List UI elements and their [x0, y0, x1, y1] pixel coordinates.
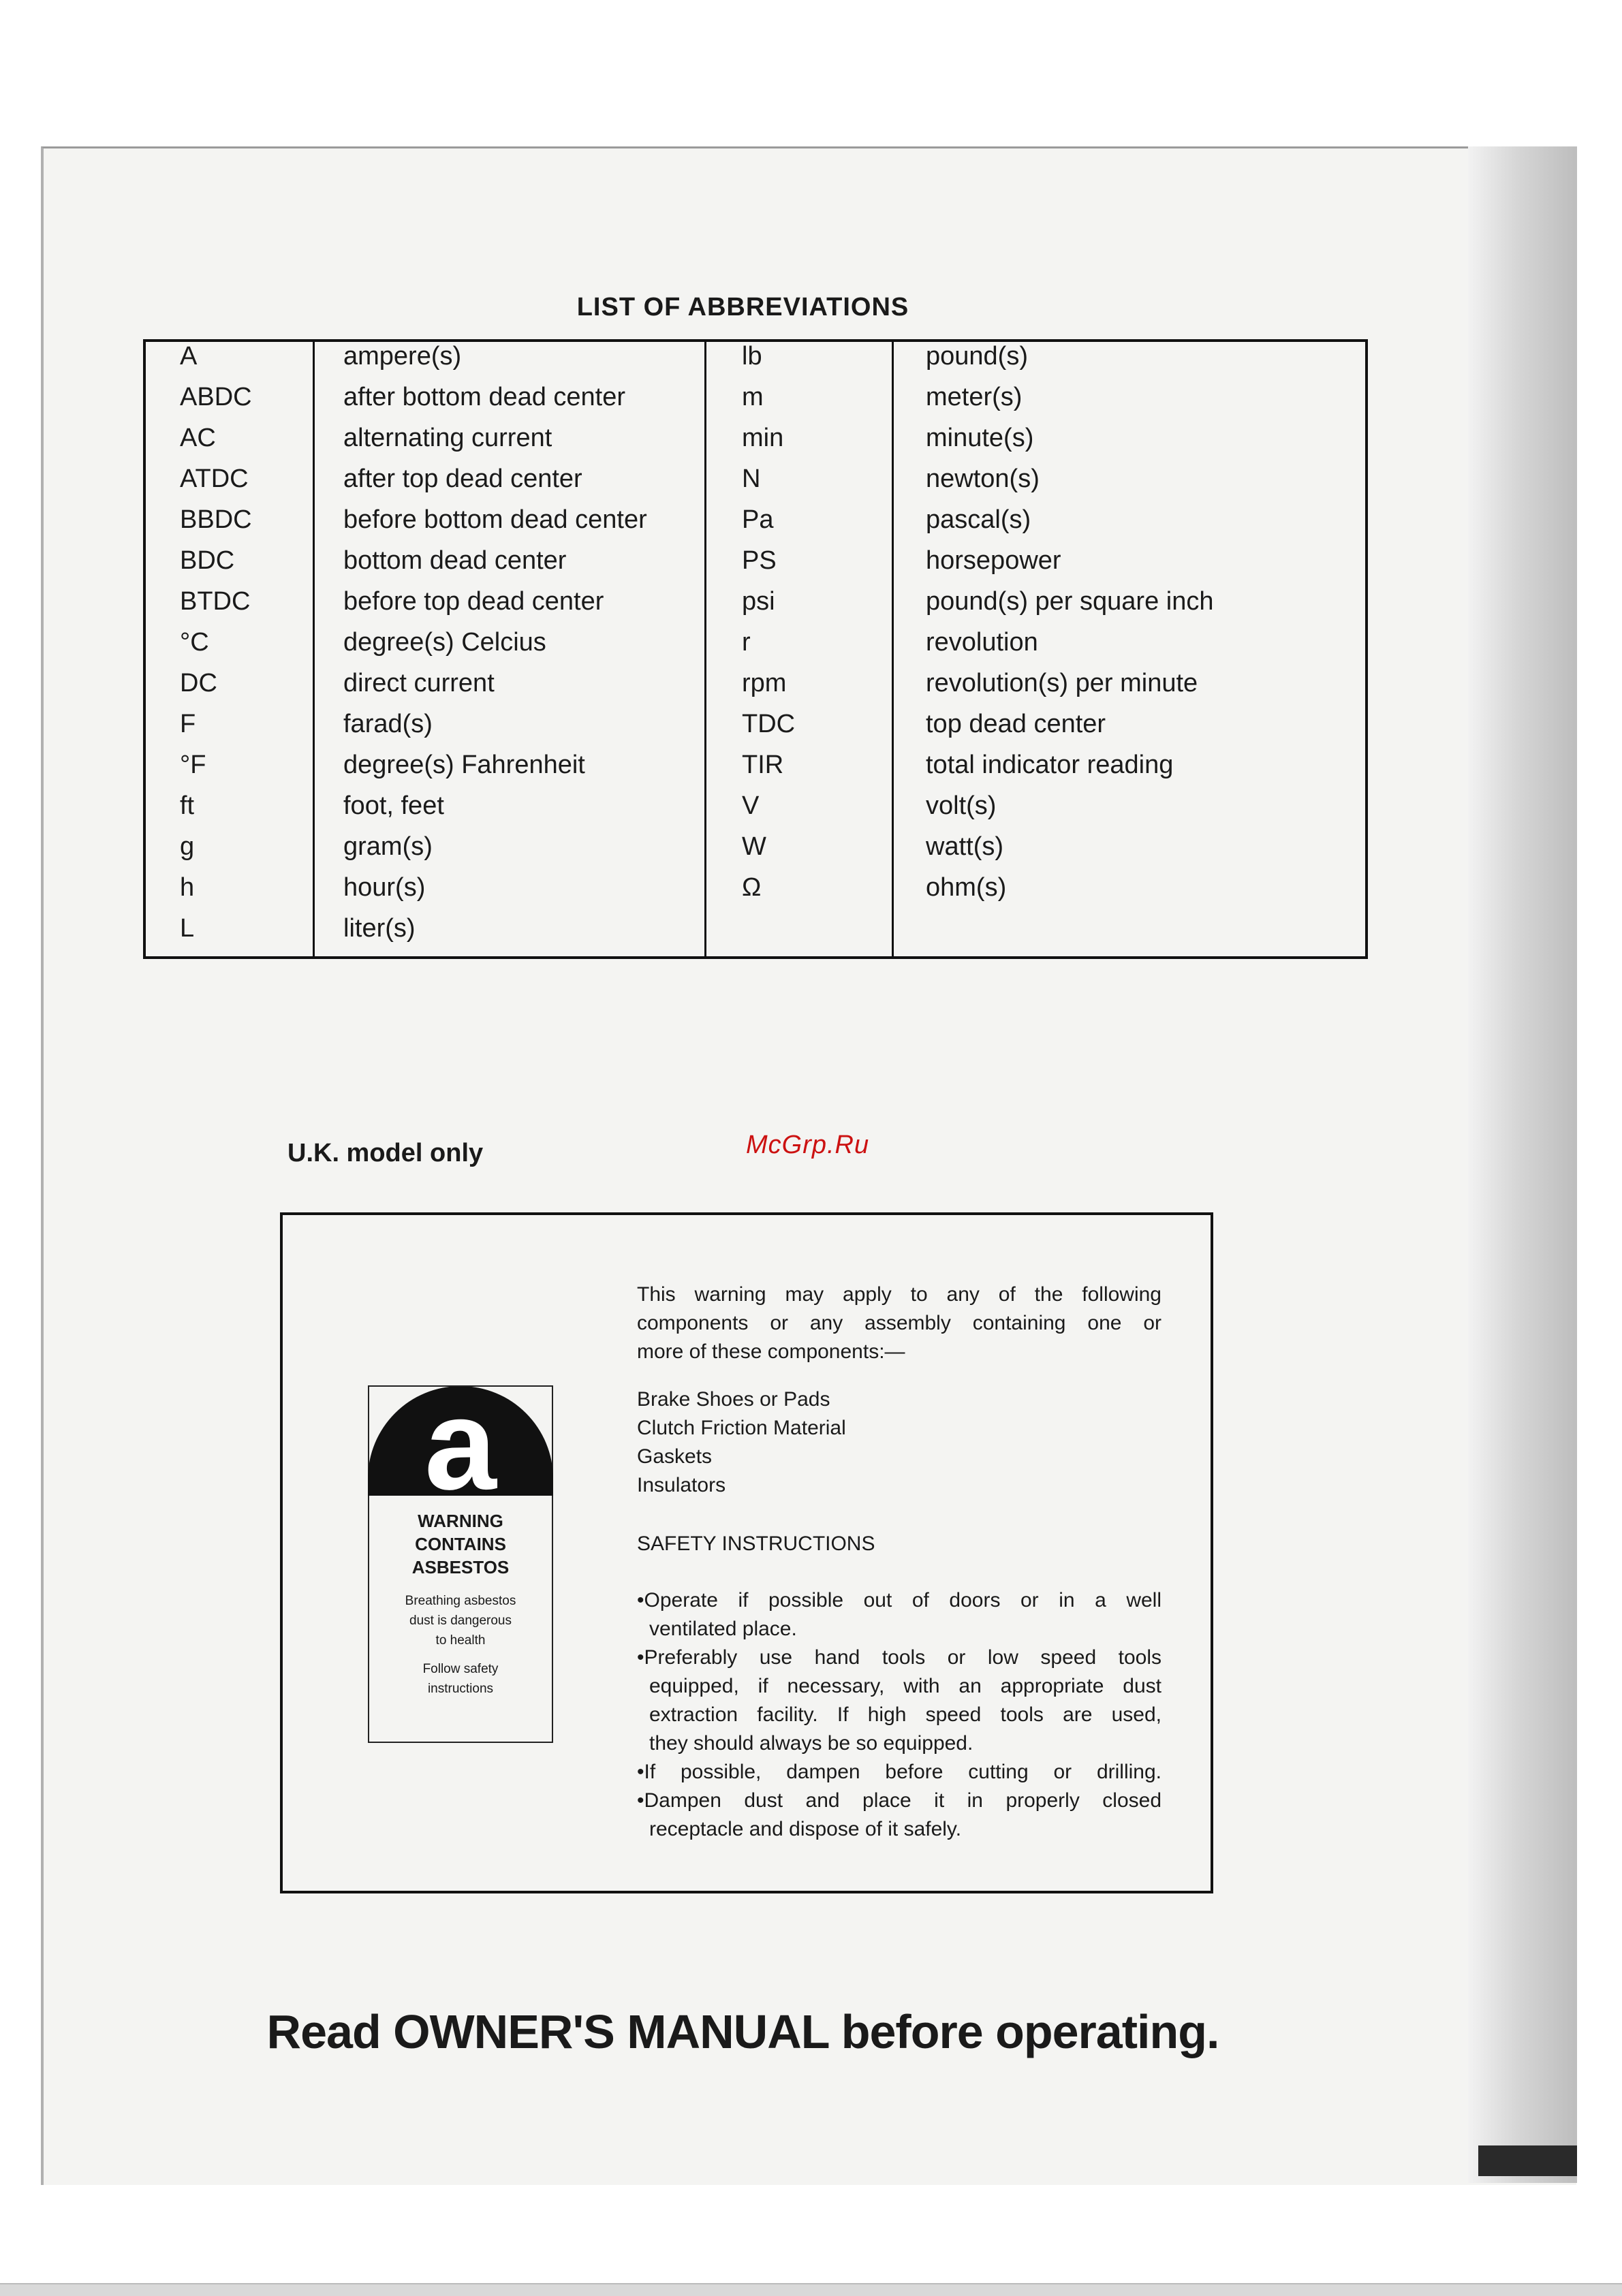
- list-item: Brake Shoes or Pads: [637, 1388, 830, 1411]
- table-row: [146, 383, 1365, 424]
- badge-sub-line: Follow safety: [422, 1662, 499, 1676]
- warning-intro-line: This warning may apply to any of the following: [637, 1283, 1161, 1306]
- warning-intro-line: components or any assembly containing one or: [637, 1312, 1161, 1334]
- meaning-cell: degree(s) Fahrenheit: [343, 751, 585, 779]
- table-row: [146, 342, 1365, 383]
- badge-warning-line: ASBESTOS: [411, 1557, 510, 1577]
- safety-instructions-heading: SAFETY INSTRUCTIONS: [637, 1532, 875, 1555]
- abbreviations-table: [143, 339, 1368, 959]
- abbr-cell: BBDC: [180, 505, 252, 534]
- abbr-cell: BTDC: [180, 587, 251, 616]
- table-row: [146, 505, 1365, 546]
- meaning-cell: farad(s): [343, 710, 433, 738]
- abbr-cell: Pa: [742, 505, 774, 534]
- meaning-cell: gram(s): [343, 832, 433, 861]
- abbr-cell: BDC: [180, 546, 235, 575]
- safety-instructions-list: [637, 1586, 1161, 1844]
- badge-sub-line: to health: [435, 1633, 486, 1648]
- badge-follow-text: [369, 1659, 552, 1699]
- instruction-line: equipped, if necessary, with an appropriate dust: [649, 1675, 1161, 1697]
- owners-manual-notice: Read OWNER'S MANUAL before operating.: [266, 2005, 1219, 2058]
- abbr-cell: m: [742, 383, 764, 411]
- abbr-cell: AC: [180, 424, 216, 452]
- abbr-cell: V: [742, 791, 760, 820]
- badge-sub-line: Breathing asbestos: [405, 1594, 516, 1608]
- abbr-cell: Ω: [742, 873, 762, 902]
- page-edge-mark: [1478, 2145, 1577, 2176]
- meaning-cell: after bottom dead center: [343, 383, 626, 411]
- component-list: [637, 1385, 846, 1500]
- meaning-cell: watt(s): [926, 832, 1003, 861]
- abbr-cell: min: [742, 424, 784, 452]
- abbr-cell: rpm: [742, 669, 787, 697]
- badge-sub-line: instructions: [427, 1682, 494, 1696]
- meaning-cell: horsepower: [926, 546, 1061, 575]
- badge-sub-line: dust is dangerous: [409, 1614, 512, 1628]
- abbr-cell: N: [742, 465, 761, 493]
- meaning-cell: pascal(s): [926, 505, 1031, 534]
- meaning-cell: revolution: [926, 628, 1038, 657]
- table-row: [146, 873, 1365, 914]
- abbr-cell: ft: [180, 791, 195, 820]
- meaning-cell: before bottom dead center: [343, 505, 647, 534]
- meaning-cell: bottom dead center: [343, 546, 567, 575]
- meaning-cell: alternating current: [343, 424, 552, 452]
- table-row: [146, 832, 1365, 873]
- abbreviations-title: LIST OF ABBREVIATIONS: [576, 293, 909, 321]
- table-row: [146, 424, 1365, 465]
- abbr-cell: °C: [180, 628, 209, 657]
- abbr-cell: L: [180, 914, 195, 943]
- badge-warning-text: [369, 1509, 552, 1579]
- table-row: [146, 791, 1365, 832]
- meaning-cell: liter(s): [343, 914, 416, 943]
- warning-intro-line: more of these components:—: [637, 1340, 905, 1363]
- instruction-line: •Operate if possible out of doors or in a well: [637, 1589, 1161, 1611]
- table-row: [146, 465, 1365, 505]
- table-row: [146, 587, 1365, 628]
- abbr-cell: TIR: [742, 751, 784, 779]
- abbr-cell: DC: [180, 669, 217, 697]
- warning-intro: [637, 1280, 1161, 1366]
- instruction-line: •If possible, dampen before cutting or drilling.: [637, 1761, 1161, 1783]
- meaning-cell: pound(s): [926, 342, 1028, 371]
- abbr-cell: ATDC: [180, 465, 249, 493]
- instruction-line: •Dampen dust and place it in properly closed: [637, 1789, 1161, 1812]
- abbr-cell: ABDC: [180, 383, 252, 411]
- watermark: McGrp.Ru: [746, 1131, 870, 1159]
- abbr-cell: TDC: [742, 710, 796, 738]
- badge-warning-line: CONTAINS: [415, 1534, 506, 1554]
- abbr-cell: psi: [742, 587, 775, 616]
- meaning-cell: pound(s) per square inch: [926, 587, 1214, 616]
- abbr-cell: r: [742, 628, 751, 657]
- abbr-cell: W: [742, 832, 766, 861]
- instruction-line: ventilated place.: [649, 1618, 797, 1640]
- asbestos-warning-box: [280, 1212, 1213, 1893]
- meaning-cell: direct current: [343, 669, 495, 697]
- list-item: Clutch Friction Material: [637, 1417, 846, 1439]
- page-edge-shadow: [1468, 146, 1577, 2183]
- list-item: Gaskets: [637, 1445, 713, 1468]
- meaning-cell: hour(s): [343, 873, 426, 902]
- abbr-cell: °F: [180, 751, 206, 779]
- meaning-cell: foot, feet: [343, 791, 444, 820]
- badge-warning-line: WARNING: [418, 1511, 503, 1531]
- meaning-cell: minute(s): [926, 424, 1034, 452]
- meaning-cell: volt(s): [926, 791, 997, 820]
- abbr-cell: h: [180, 873, 195, 902]
- table-row: [146, 628, 1365, 669]
- asbestos-a-icon: [368, 1387, 553, 1496]
- abbr-cell: F: [180, 710, 196, 738]
- abbr-cell: lb: [742, 342, 762, 371]
- meaning-cell: newton(s): [926, 465, 1040, 493]
- abbr-cell: PS: [742, 546, 777, 575]
- table-row: [146, 546, 1365, 587]
- abbr-cell: g: [180, 832, 195, 861]
- list-item: Insulators: [637, 1474, 726, 1496]
- table-row: [146, 914, 1365, 955]
- meaning-cell: total indicator reading: [926, 751, 1174, 779]
- table-row: [146, 669, 1365, 710]
- meaning-cell: meter(s): [926, 383, 1023, 411]
- meaning-cell: after top dead center: [343, 465, 582, 493]
- uk-model-label: U.K. model only: [287, 1139, 484, 1167]
- meaning-cell: ampere(s): [343, 342, 462, 371]
- badge-letter: a: [424, 1387, 497, 1496]
- instruction-line: they should always be so equipped.: [649, 1732, 973, 1755]
- meaning-cell: ohm(s): [926, 873, 1007, 902]
- meaning-cell: before top dead center: [343, 587, 604, 616]
- meaning-cell: revolution(s) per minute: [926, 669, 1198, 697]
- abbr-cell: A: [180, 342, 198, 371]
- instruction-line: extraction facility. If high speed tools are used,: [649, 1703, 1161, 1726]
- instruction-line: receptacle and dispose of it safely.: [649, 1818, 962, 1840]
- table-row: [146, 710, 1365, 751]
- bottom-edge: [0, 2283, 1622, 2296]
- badge-health-text: [369, 1591, 552, 1650]
- asbestos-warning-label: [368, 1385, 553, 1743]
- meaning-cell: degree(s) Celcius: [343, 628, 546, 657]
- table-row: [146, 751, 1365, 791]
- meaning-cell: top dead center: [926, 710, 1106, 738]
- instruction-line: •Preferably use hand tools or low speed tools: [637, 1646, 1161, 1669]
